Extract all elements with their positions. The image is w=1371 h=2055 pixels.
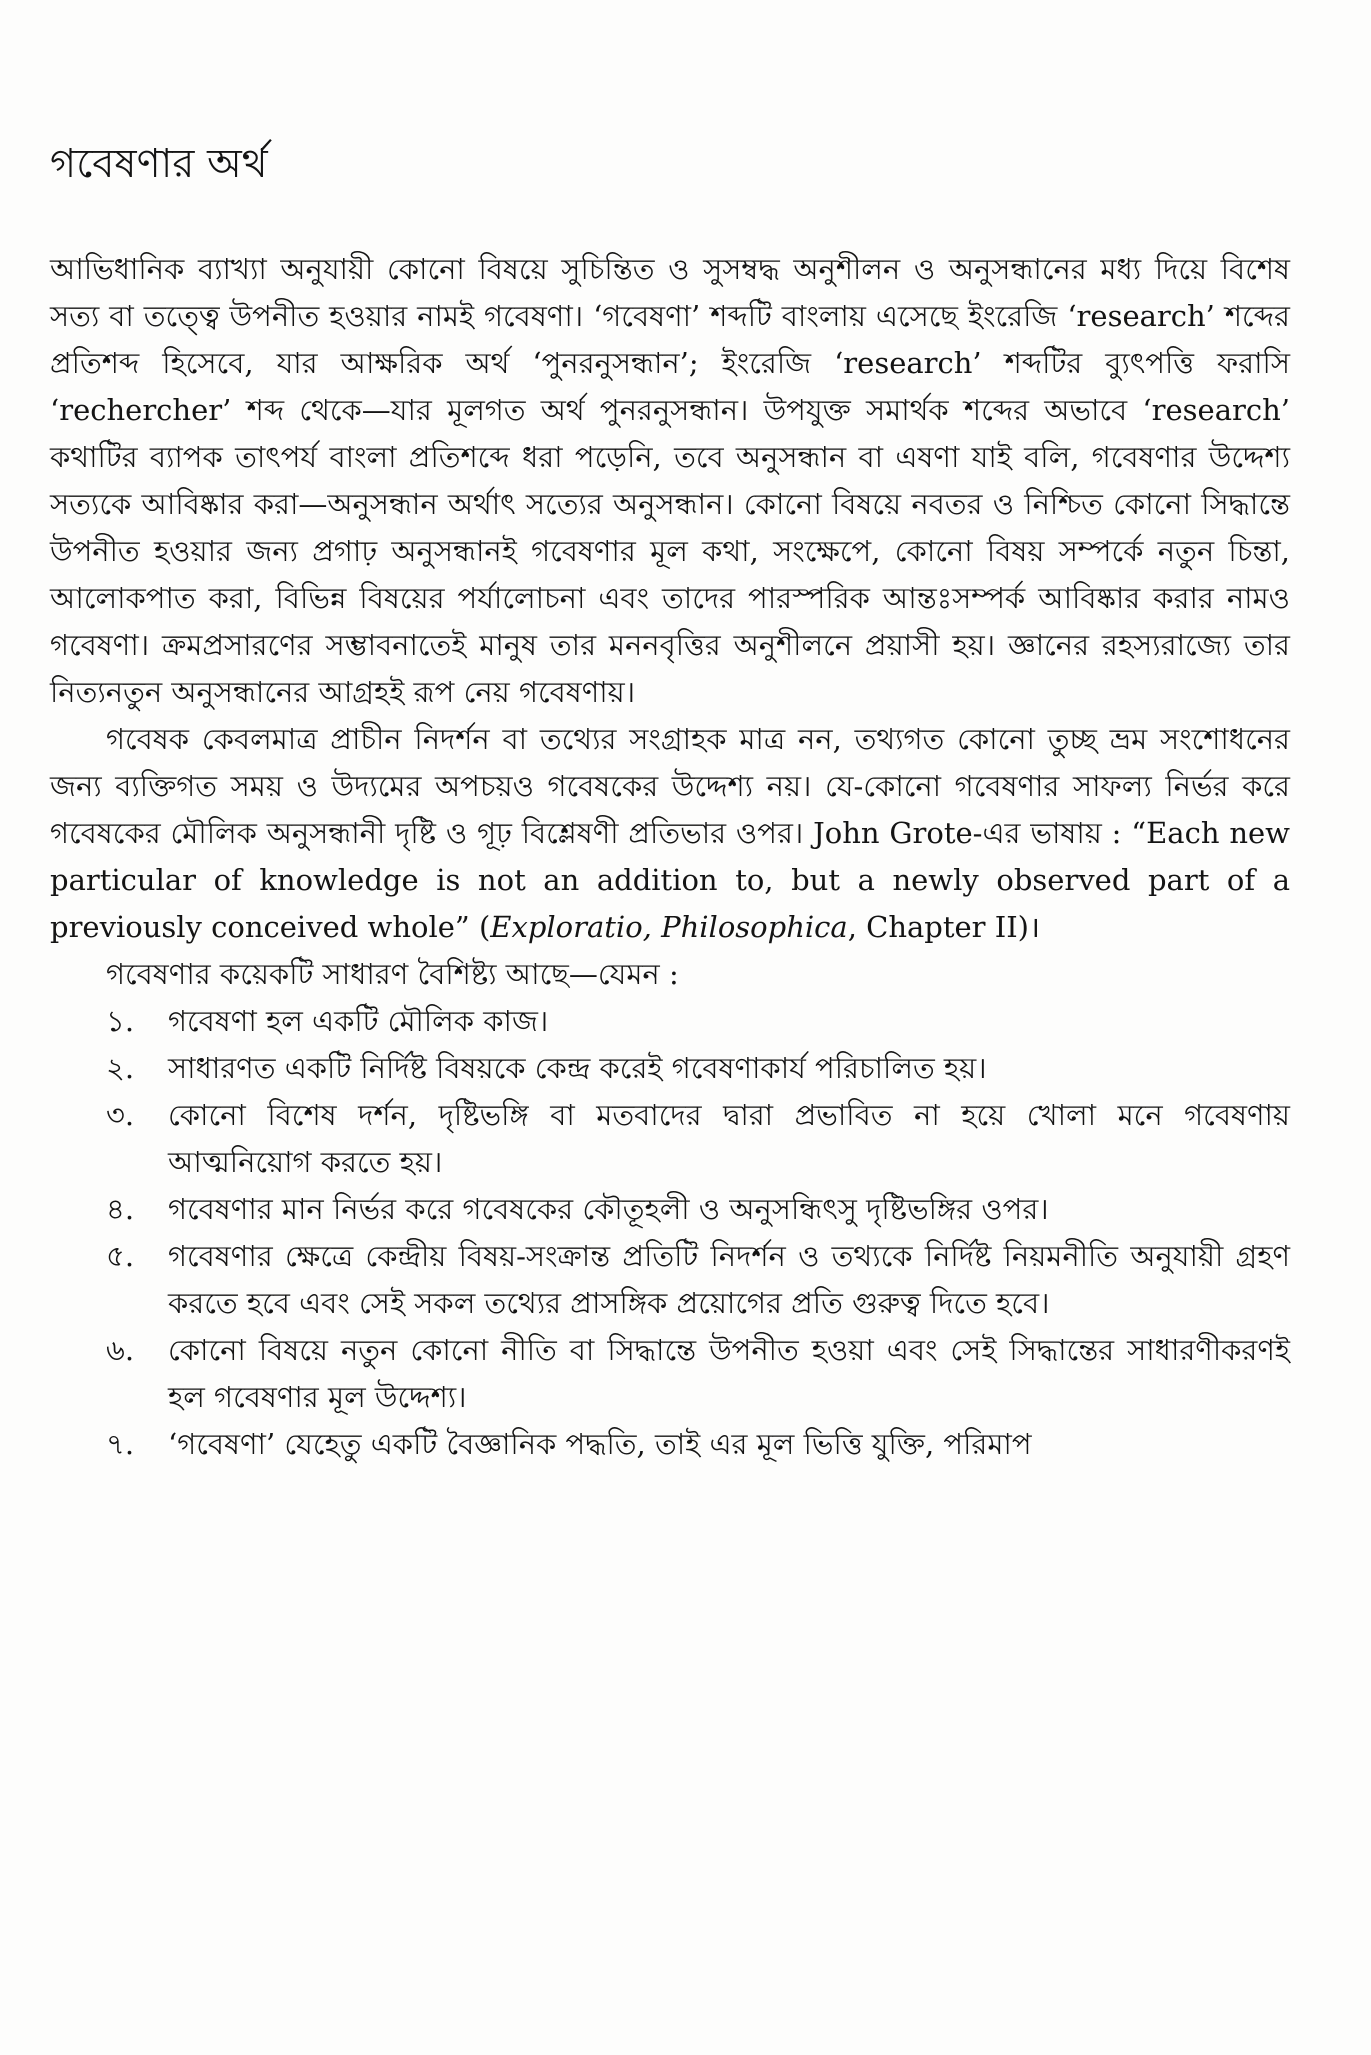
list-item-text: গবেষণার মান নির্ভর করে গবেষকের কৌতূহলী ও অনুসন্ধিৎসু দৃষ্টিভঙ্গির ওপর। [168,1192,1049,1226]
paragraph-definition: আভিধানিক ব্যাখ্যা অনুযায়ী কোনো বিষয়ে সুচিন্তিত ও সুসম্বদ্ধ অনুশীলন ও অনুসন্ধানের মধ্য দিয়ে বিশেষ সত্য বা তত্ত্বে উপনীত হওয়ার নামই গবেষণা। ‘গবেষণা’ শব্দটি বাংলায় এসেছে ইংরেজি ‘research’ শব্দের প্রতিশব্দ হিসেবে, যার আক্ষরিক অর্থ ‘পুনরনুসন্ধান’; ইংরেজি ‘research’ শব্দটির ব্যুৎপত্তি ফরাসি ‘rechercher’ শব্দ থেকে—যার মূলগত অর্থ পুনরনুসন্ধান। উপযুক্ত সমার্থক শব্দের অভাবে ‘research’ কথাটির ব্যাপক তাৎপর্য বাংলা প্রতিশব্দে ধরা পড়েনি, তবে অনুসন্ধান বা এষণা যাই বলি, গবেষণার উদ্দেশ্য সত্যকে আবিষ্কার করা—অনুসন্ধান অর্থাৎ সত্যের অনুসন্ধান। কোনো বিষয়ে নবতর ও নিশ্চিত কোনো সিদ্ধান্তে উপনীত হওয়ার জন্য প্রগাঢ় অনুসন্ধানই গবেষণার মূল কথা, সংক্ষেপে, কোনো বিষয় সম্পর্কে নতুন চিন্তা, আলোকপাত করা, বিভিন্ন বিষয়ের পর্যালোচনা এবং তাদের পারস্পরিক আন্তঃসম্পর্ক আবিষ্কার করার নামও গবেষণা। ক্রমপ্রসারণের সম্ভাবনাতেই মানুষ তার মননবৃত্তির অনুশীলনে প্রয়াসী হয়। জ্ঞানের রহস্যরাজ্যে তার নিত্যনতুন অনুসন্ধানের আগ্রহই রূপ নেয় গবেষণায়। [50,252,1290,709]
list-item [50,1045,1290,1092]
list-intro: গবেষণার কয়েকটি সাধারণ বৈশিষ্ট্য আছে—যেমন : [106,957,679,991]
list-item-number: ৪. [106,1192,135,1226]
features-list [50,998,1290,1468]
quote-source-rest: , Chapter II)। [847,910,1040,944]
list-item [50,1327,1290,1421]
list-item-number: ৭. [106,1427,135,1461]
list-item-number: ২. [106,1051,135,1085]
list-item-text: কোনো বিষয়ে নতুন কোনো নীতি বা সিদ্ধান্তে উপনীত হওয়া এবং সেই সিদ্ধান্তের সাধারণীকরণই হল গবেষণার মূল উদ্দেশ্য। [168,1333,1290,1414]
quote-text: গবেষক কেবলমাত্র প্রাচীন নিদর্শন বা তথ্যের সংগ্রাহক মাত্র নন, তথ্যগত কোনো তুচ্ছ ভ্রম সংশোধনের জন্য ব্যক্তিগত সময় ও উদ্যমের অপচয়ও গবেষকের উদ্দেশ্য নয়। যে-কোনো গবেষণার সাফল্য নির্ভর করে গবেষকের মৌলিক অনুসন্ধানী দৃষ্টি ও গূঢ় বিশ্লেষণী প্রতিভার ওপর। John Grote-এর ভাষায় : “Each new particular of knowledge is not an addition to, but a newly observed part of a previously conceived whole” ( [50,722,1290,944]
paragraph-quote [50,716,1290,951]
list-item-number: ৩. [106,1098,135,1132]
section-heading: গবেষণার অর্থ [50,141,268,187]
quote-source-title: Exploratio, Philosophica [490,910,848,944]
list-item [50,1092,1290,1186]
list-item-text: ‘গবেষণা’ যেহেতু একটি বৈজ্ঞানিক পদ্ধতি, তাই এর মূল ভিত্তি যুক্তি, পরিমাপ [168,1427,1032,1461]
body-text [50,246,1290,1468]
list-item-text: গবেষণার ক্ষেত্রে কেন্দ্রীয় বিষয়-সংক্রান্ত প্রতিটি নিদর্শন ও তথ্যকে নির্দিষ্ট নিয়মনীতি অনুযায়ী গ্রহণ করতে হবে এবং সেই সকল তথ্যের প্রাসঙ্গিক প্রয়োগের প্রতি গুরুত্ব দিতে হবে। [168,1239,1290,1320]
list-item-number: ১. [106,1004,135,1038]
list-item-text: গবেষণা হল একটি মৌলিক কাজ। [168,1004,549,1038]
list-item-text: কোনো বিশেষ দর্শন, দৃষ্টিভঙ্গি বা মতবাদের দ্বারা প্রভাবিত না হয়ে খোলা মনে গবেষণায় আত্মনিয়োগ করতে হয়। [168,1098,1290,1179]
list-item-number: ৬. [106,1333,135,1367]
list-item-number: ৫. [106,1239,135,1273]
list-item [50,1233,1290,1327]
list-item [50,1421,1290,1468]
list-item [50,1186,1290,1233]
list-item-text: সাধারণত একটি নির্দিষ্ট বিষয়কে কেন্দ্র করেই গবেষণাকার্য পরিচালিত হয়। [168,1051,987,1085]
list-item [50,998,1290,1045]
